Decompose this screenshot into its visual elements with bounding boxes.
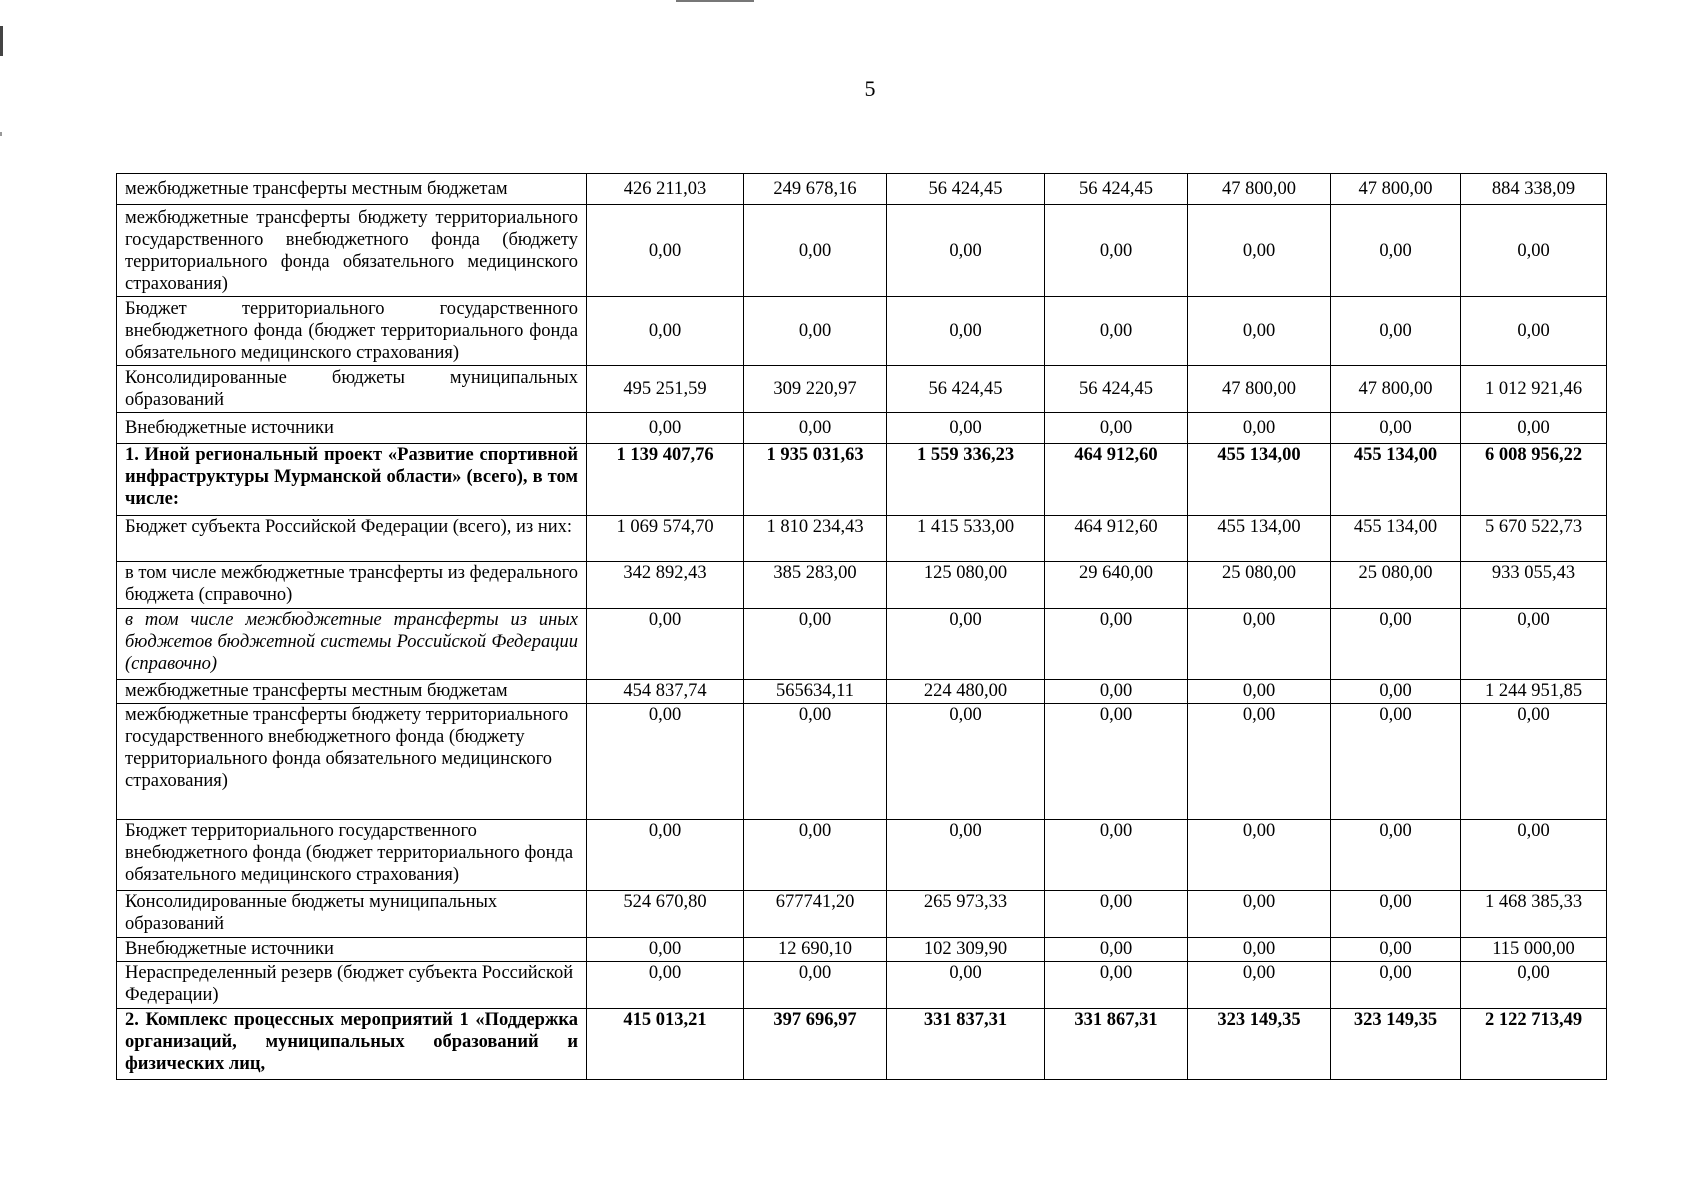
cell-value: 12 690,10: [744, 938, 887, 962]
cell-value: 0,00: [744, 820, 887, 891]
margin-mark: [0, 132, 2, 136]
cell-value: 0,00: [1188, 609, 1331, 680]
table-row: [117, 297, 1607, 366]
cell-value: 0,00: [1331, 680, 1461, 704]
cell-value: 464 912,60: [1045, 516, 1188, 562]
cell-value: 0,00: [1331, 704, 1461, 820]
cell-value: 47 800,00: [1188, 366, 1331, 413]
cell-value: 0,00: [1461, 820, 1607, 891]
cell-value: 0,00: [587, 413, 744, 444]
cell-value: 0,00: [1331, 820, 1461, 891]
cell-value: 1 244 951,85: [1461, 680, 1607, 704]
cell-value: 0,00: [744, 413, 887, 444]
row-label: межбюджетные трансферты бюджету территориального государственного внебюджетного фонда (бюджету территориального фонда обязательного медицинского страхования): [117, 704, 587, 820]
cell-value: 677741,20: [744, 891, 887, 938]
cell-value: 455 134,00: [1331, 444, 1461, 516]
cell-value: 0,00: [1461, 413, 1607, 444]
cell-value: 426 211,03: [587, 174, 744, 205]
cell-value: 1 810 234,43: [744, 516, 887, 562]
cell-value: 464 912,60: [1045, 444, 1188, 516]
row-label: Консолидированные бюджеты муниципальных образований: [117, 366, 587, 413]
row-label: межбюджетные трансферты местным бюджетам: [117, 680, 587, 704]
cell-value: 0,00: [1188, 820, 1331, 891]
row-label: 1. Иной региональный проект «Развитие спортивной инфраструктуры Мурманской области» (всего), в том числе:: [117, 444, 587, 516]
table-row: [117, 962, 1607, 1009]
cell-value: 0,00: [1045, 205, 1188, 297]
cell-value: 455 134,00: [1188, 444, 1331, 516]
table-row: [117, 562, 1607, 609]
cell-value: 0,00: [887, 609, 1045, 680]
cell-value: 0,00: [1045, 413, 1188, 444]
table-row: [117, 891, 1607, 938]
cell-value: 115 000,00: [1461, 938, 1607, 962]
cell-value: 47 800,00: [1331, 366, 1461, 413]
cell-value: 47 800,00: [1331, 174, 1461, 205]
table-row: [117, 516, 1607, 562]
cell-value: 0,00: [1045, 891, 1188, 938]
table-row: [117, 938, 1607, 962]
cell-value: 0,00: [1461, 205, 1607, 297]
cell-value: 0,00: [887, 962, 1045, 1009]
budget-table: [116, 173, 1607, 1080]
cell-value: 0,00: [1331, 413, 1461, 444]
cell-value: 0,00: [887, 413, 1045, 444]
row-label: Бюджет субъекта Российской Федерации (всего), из них:: [117, 516, 587, 562]
cell-value: 0,00: [1331, 938, 1461, 962]
cell-value: 331 867,31: [1045, 1009, 1188, 1080]
cell-value: 0,00: [744, 205, 887, 297]
cell-value: 0,00: [887, 297, 1045, 366]
cell-value: 2 122 713,49: [1461, 1009, 1607, 1080]
cell-value: 397 696,97: [744, 1009, 887, 1080]
cell-value: 0,00: [1331, 891, 1461, 938]
cell-value: 0,00: [887, 820, 1045, 891]
cell-value: 1 559 336,23: [887, 444, 1045, 516]
cell-value: 224 480,00: [887, 680, 1045, 704]
cell-value: 6 008 956,22: [1461, 444, 1607, 516]
cell-value: 56 424,45: [1045, 174, 1188, 205]
row-label: Внебюджетные источники: [117, 938, 587, 962]
cell-value: 1 415 533,00: [887, 516, 1045, 562]
cell-value: 933 055,43: [1461, 562, 1607, 609]
cell-value: 0,00: [587, 938, 744, 962]
row-label: Нераспределенный резерв (бюджет субъекта Российской Федерации): [117, 962, 587, 1009]
cell-value: 1 935 031,63: [744, 444, 887, 516]
cell-value: 0,00: [1045, 609, 1188, 680]
cell-value: 0,00: [587, 609, 744, 680]
table-row: [117, 820, 1607, 891]
cell-value: 0,00: [1461, 609, 1607, 680]
cell-value: 524 670,80: [587, 891, 744, 938]
table-row: [117, 366, 1607, 413]
cell-value: 0,00: [587, 704, 744, 820]
cell-value: 0,00: [1188, 704, 1331, 820]
table-row: [117, 1009, 1607, 1080]
cell-value: 5 670 522,73: [1461, 516, 1607, 562]
cell-value: 0,00: [744, 704, 887, 820]
cell-value: 565634,11: [744, 680, 887, 704]
cell-value: 0,00: [1045, 938, 1188, 962]
cell-value: 331 837,31: [887, 1009, 1045, 1080]
cell-value: 0,00: [744, 297, 887, 366]
cell-value: 25 080,00: [1331, 562, 1461, 609]
cell-value: 1 012 921,46: [1461, 366, 1607, 413]
cell-value: 0,00: [587, 820, 744, 891]
cell-value: 0,00: [887, 704, 1045, 820]
cell-value: 102 309,90: [887, 938, 1045, 962]
cell-value: 495 251,59: [587, 366, 744, 413]
cell-value: 0,00: [587, 297, 744, 366]
row-label: в том числе межбюджетные трансферты из федерального бюджета (справочно): [117, 562, 587, 609]
cell-value: 309 220,97: [744, 366, 887, 413]
cell-value: 1 069 574,70: [587, 516, 744, 562]
cell-value: 0,00: [1461, 297, 1607, 366]
cell-value: 0,00: [887, 205, 1045, 297]
cell-value: 0,00: [1045, 704, 1188, 820]
cell-value: 0,00: [587, 205, 744, 297]
cell-value: 0,00: [1045, 962, 1188, 1009]
table-row: [117, 680, 1607, 704]
cell-value: 0,00: [1188, 680, 1331, 704]
cell-value: 0,00: [1331, 609, 1461, 680]
top-rule: [676, 0, 754, 2]
row-label: Консолидированные бюджеты муниципальных образований: [117, 891, 587, 938]
row-label: Внебюджетные источники: [117, 413, 587, 444]
margin-mark: [0, 26, 3, 56]
cell-value: 342 892,43: [587, 562, 744, 609]
cell-value: 0,00: [1188, 891, 1331, 938]
cell-value: 56 424,45: [1045, 366, 1188, 413]
cell-value: 0,00: [1461, 704, 1607, 820]
cell-value: 1 468 385,33: [1461, 891, 1607, 938]
cell-value: 25 080,00: [1188, 562, 1331, 609]
cell-value: 29 640,00: [1045, 562, 1188, 609]
cell-value: 56 424,45: [887, 174, 1045, 205]
table-row: [117, 609, 1607, 680]
cell-value: 249 678,16: [744, 174, 887, 205]
cell-value: 0,00: [1045, 680, 1188, 704]
cell-value: 0,00: [1188, 938, 1331, 962]
cell-value: 0,00: [1188, 297, 1331, 366]
cell-value: 454 837,74: [587, 680, 744, 704]
table-row: [117, 444, 1607, 516]
cell-value: 323 149,35: [1188, 1009, 1331, 1080]
cell-value: 265 973,33: [887, 891, 1045, 938]
cell-value: 0,00: [1188, 205, 1331, 297]
cell-value: 455 134,00: [1331, 516, 1461, 562]
cell-value: 1 139 407,76: [587, 444, 744, 516]
row-label: Бюджет территориального государственного внебюджетного фонда (бюджет территориального фонда обязательного медицинского страхования): [117, 820, 587, 891]
cell-value: 385 283,00: [744, 562, 887, 609]
cell-value: 0,00: [1331, 962, 1461, 1009]
row-label: в том числе межбюджетные трансферты из иных бюджетов бюджетной системы Российской Федерации (справочно): [117, 609, 587, 680]
table-row: [117, 205, 1607, 297]
cell-value: 125 080,00: [887, 562, 1045, 609]
cell-value: 0,00: [1331, 205, 1461, 297]
cell-value: 47 800,00: [1188, 174, 1331, 205]
row-label: межбюджетные трансферты бюджету территориального государственного внебюджетного фонда (бюджету территориального фонда обязательного медицинского страхования): [117, 205, 587, 297]
cell-value: 0,00: [1188, 413, 1331, 444]
cell-value: 0,00: [587, 962, 744, 1009]
cell-value: 0,00: [1461, 962, 1607, 1009]
table-row: [117, 704, 1607, 820]
row-label: Бюджет территориального государственного внебюджетного фонда (бюджет территориального фонда обязательного медицинского страхования): [117, 297, 587, 366]
cell-value: 0,00: [744, 962, 887, 1009]
cell-value: 0,00: [1188, 962, 1331, 1009]
table-row: [117, 413, 1607, 444]
row-label: межбюджетные трансферты местным бюджетам: [117, 174, 587, 205]
cell-value: 323 149,35: [1331, 1009, 1461, 1080]
page-number: 5: [864, 76, 876, 101]
table-row: [117, 174, 1607, 205]
cell-value: 0,00: [1331, 297, 1461, 366]
cell-value: 56 424,45: [887, 366, 1045, 413]
cell-value: 415 013,21: [587, 1009, 744, 1080]
cell-value: 0,00: [744, 609, 887, 680]
cell-value: 884 338,09: [1461, 174, 1607, 205]
cell-value: 0,00: [1045, 820, 1188, 891]
cell-value: 0,00: [1045, 297, 1188, 366]
row-label: 2. Комплекс процессных мероприятий 1 «Поддержка организаций, муниципальных образований и физических лиц,: [117, 1009, 587, 1080]
cell-value: 455 134,00: [1188, 516, 1331, 562]
